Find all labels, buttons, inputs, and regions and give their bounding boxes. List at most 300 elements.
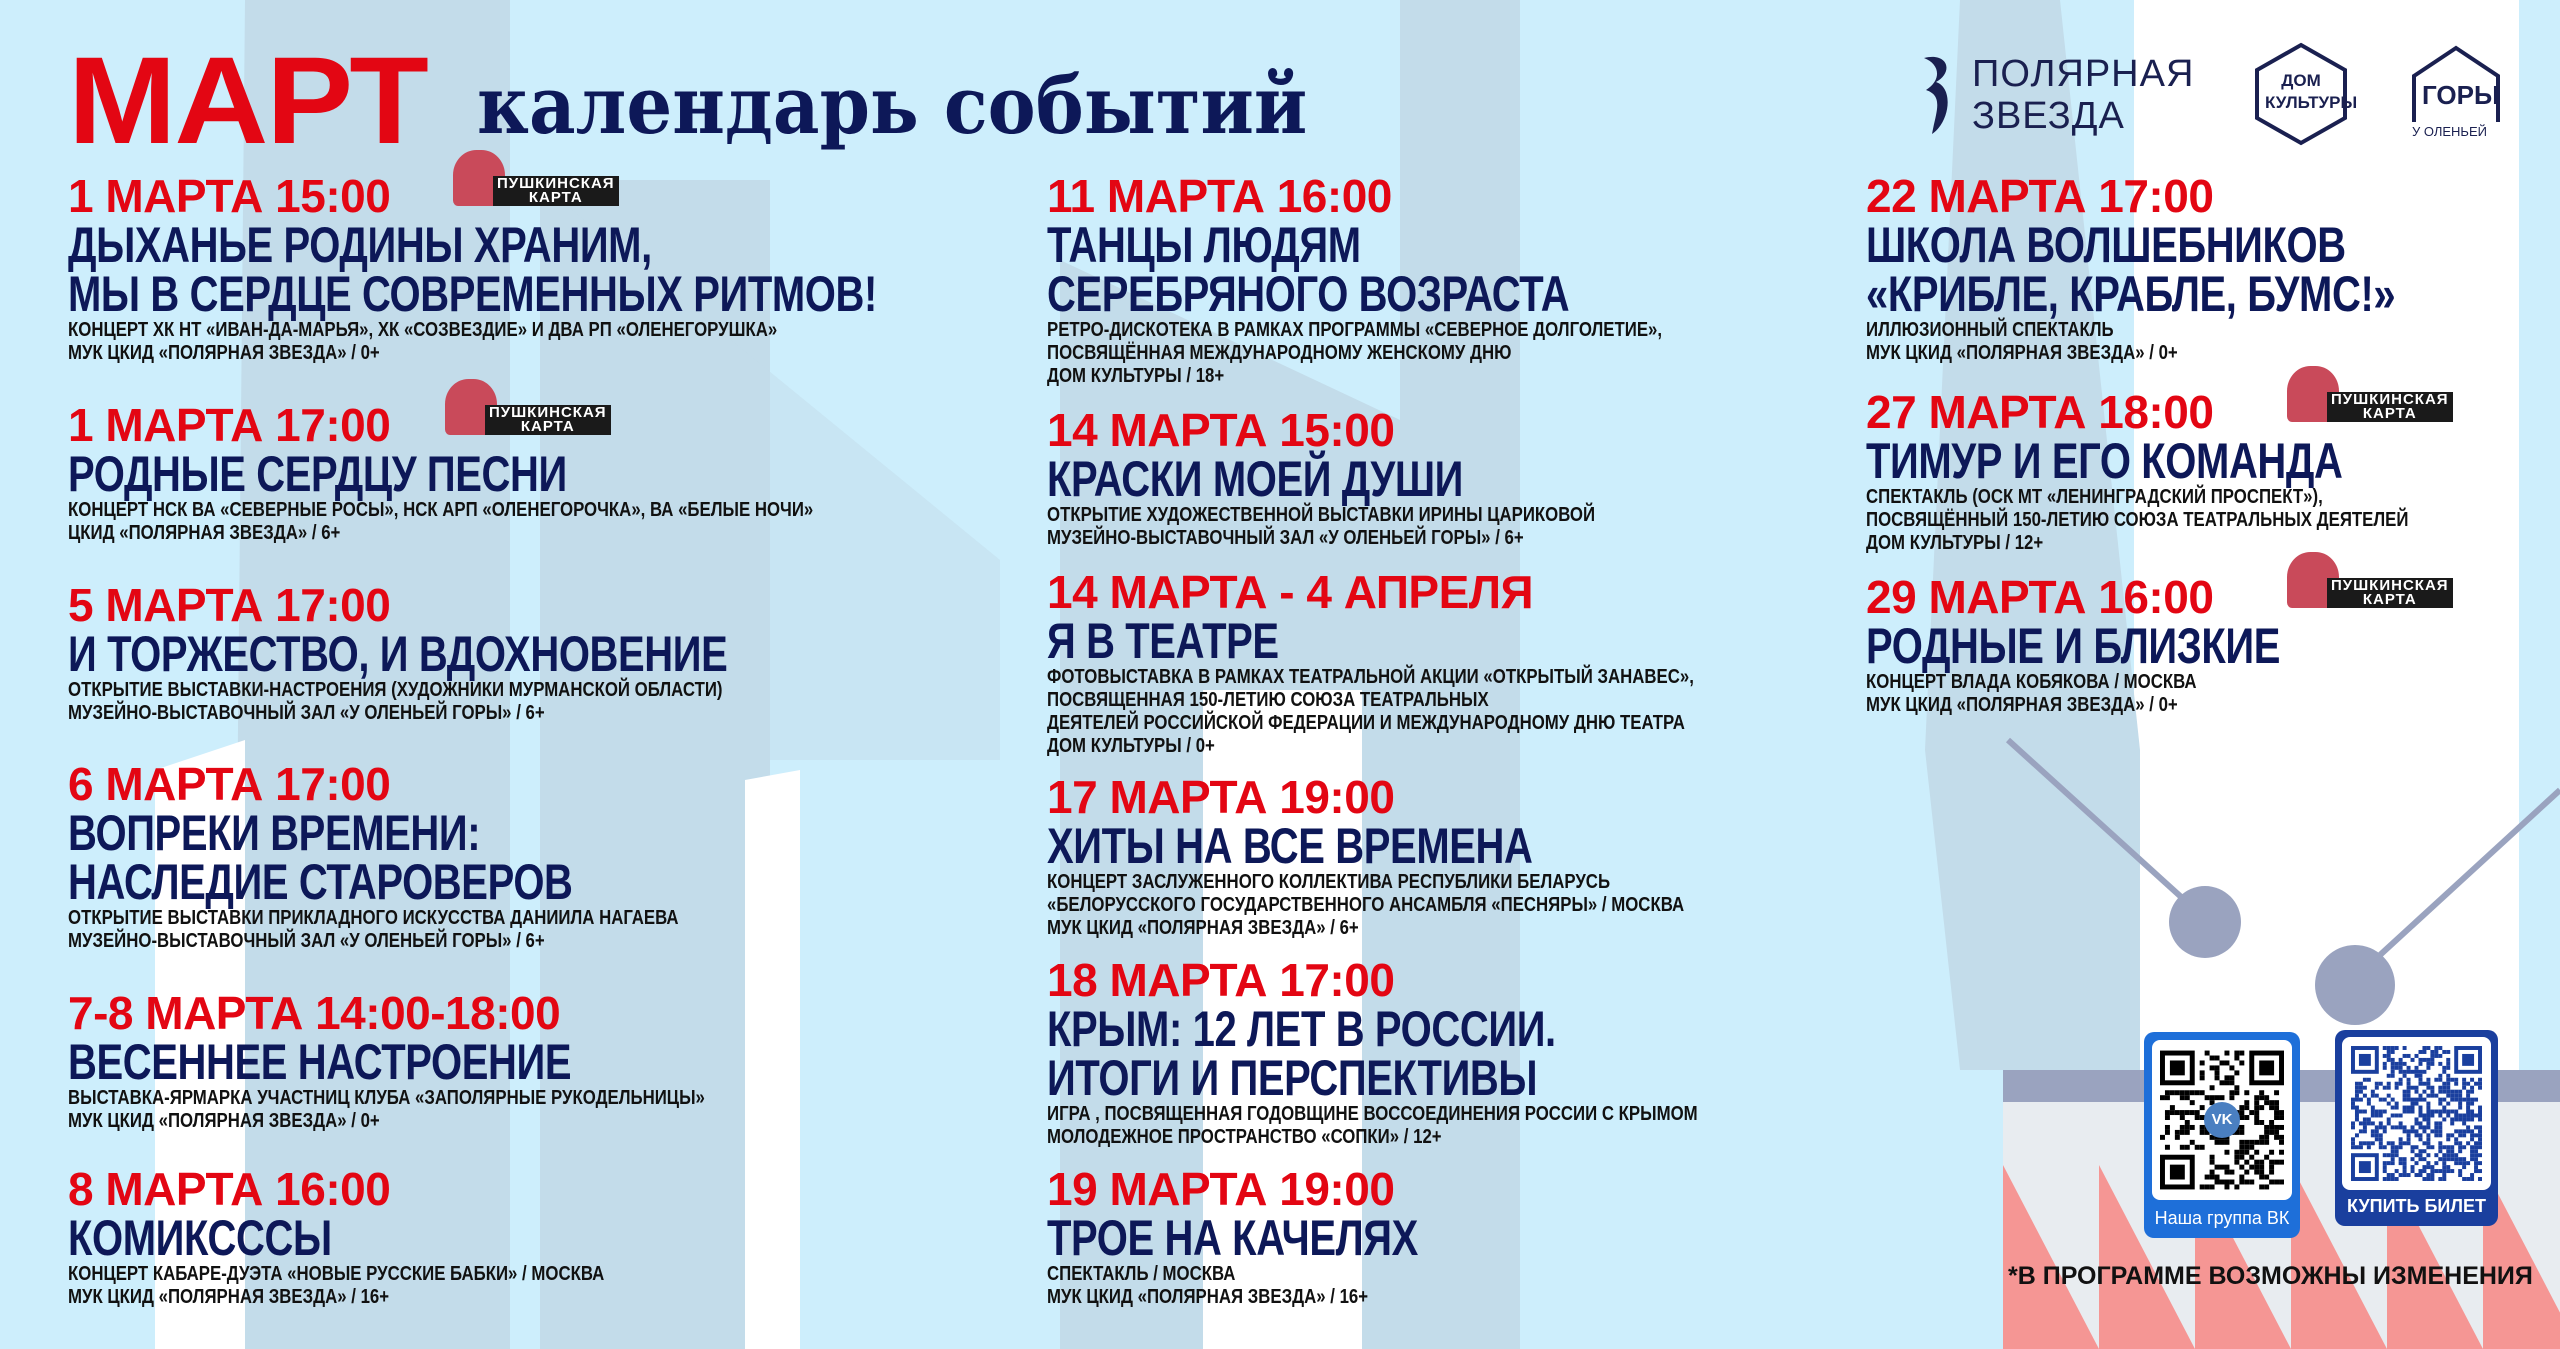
qr-module	[2446, 1050, 2450, 1054]
qr-module	[2458, 1161, 2462, 1165]
qr-module	[2474, 1098, 2478, 1102]
qr-module	[2438, 1177, 2442, 1181]
qr-module	[2224, 1150, 2229, 1155]
qr-module	[2430, 1177, 2434, 1181]
qr-module	[2454, 1129, 2458, 1133]
qr-module	[2379, 1137, 2383, 1141]
qr-module	[2355, 1114, 2359, 1118]
qr-module	[2442, 1082, 2446, 1086]
qr-module	[2442, 1157, 2446, 1161]
qr-module	[2254, 1115, 2259, 1120]
qr-module	[2430, 1129, 2434, 1133]
pushkin-card-line-1: ПУШКИНСКАЯ	[489, 404, 607, 421]
qr-module	[2375, 1086, 2379, 1090]
qr-module	[2438, 1133, 2442, 1137]
qr-module	[2407, 1137, 2411, 1141]
event-details: РЕТРО-ДИСКОТЕКА В РАМКАХ ПРОГРАММЫ «СЕВЕРНОЕ ДОЛГОЛЕТИЕ»,	[1047, 319, 1663, 341]
qr-module	[2426, 1133, 2430, 1137]
ticket-qr-code[interactable]	[2351, 1046, 2482, 1181]
qr-module	[2430, 1165, 2434, 1169]
qr-module	[2411, 1102, 2415, 1106]
qr-module	[2426, 1117, 2430, 1121]
qr-module	[2239, 1155, 2244, 1160]
qr-module	[2454, 1153, 2458, 1157]
qr-module	[2387, 1086, 2391, 1090]
qr-module	[2395, 1046, 2399, 1050]
qr-module	[2438, 1129, 2442, 1133]
qr-module	[2403, 1074, 2407, 1078]
month-title: МАРТ	[68, 32, 427, 170]
qr-module	[2418, 1070, 2422, 1074]
qr-module	[2195, 1110, 2200, 1115]
qr-module	[2422, 1177, 2426, 1181]
qr-module	[2458, 1141, 2462, 1145]
event-date: 5 МАРТА 17:00	[68, 579, 391, 631]
event-title: ВОПРЕКИ ВРЕМЕНИ:	[68, 805, 481, 861]
qr-module	[2387, 1074, 2391, 1078]
qr-module	[2375, 1094, 2379, 1098]
qr-module	[2407, 1106, 2411, 1110]
qr-module	[2254, 1100, 2259, 1105]
qr-module	[2422, 1129, 2426, 1133]
qr-module	[2446, 1114, 2450, 1118]
qr-module	[2407, 1070, 2411, 1074]
qr-module	[2200, 1060, 2205, 1065]
qr-module	[2458, 1157, 2462, 1161]
qr-module	[2426, 1114, 2430, 1118]
qr-module	[2359, 1121, 2363, 1125]
dom-kultury-text: ДОМ КУЛЬТУРЫ	[2265, 71, 2358, 112]
qr-module	[2195, 1115, 2200, 1120]
qr-module	[2190, 1110, 2195, 1115]
qr-module	[2239, 1175, 2244, 1180]
qr-module	[2450, 1145, 2454, 1149]
qr-module	[2478, 1177, 2482, 1181]
qr-module	[2418, 1137, 2422, 1141]
qr-module	[2470, 1110, 2474, 1114]
calendar-subtitle: календарь событий	[477, 58, 1308, 152]
program-change-note: *В ПРОГРАММЕ ВОЗМОЖНЫ ИЗМЕНЕНИЯ	[2008, 1262, 2533, 1290]
qr-module	[2195, 1145, 2200, 1150]
qr-module	[2175, 1130, 2180, 1135]
event-title: ТРОЕ НА КАЧЕЛЯХ	[1047, 1210, 1418, 1266]
qr-module	[2383, 1098, 2387, 1102]
qr-module	[2470, 1173, 2474, 1177]
qr-finder	[2359, 1054, 2371, 1066]
qr-module	[2403, 1169, 2407, 1173]
qr-module	[2264, 1100, 2269, 1105]
qr-module	[2371, 1121, 2375, 1125]
qr-module	[2190, 1100, 2195, 1105]
qr-module	[2466, 1102, 2470, 1106]
qr-module	[2478, 1145, 2482, 1149]
event-details: КОНЦЕРТ ХК НТ «ИВАН-ДА-МАРЬЯ», ХК «СОЗВЕЗДИЕ» И ДВА РП «ОЛЕНЕГОРУШКА»	[68, 319, 778, 341]
pushkin-card-line-1: ПУШКИНСКАЯ	[2331, 391, 2449, 408]
qr-module	[2224, 1180, 2229, 1185]
qr-module	[2466, 1094, 2470, 1098]
qr-module	[2239, 1125, 2244, 1130]
qr-module	[2430, 1086, 2434, 1090]
qr-module	[2422, 1125, 2426, 1129]
event-title: НАСЛЕДИЕ СТАРОВЕРОВ	[68, 854, 573, 910]
qr-module	[2200, 1075, 2205, 1080]
qr-module	[2466, 1125, 2470, 1129]
qr-module	[2229, 1080, 2234, 1085]
qr-module	[2422, 1114, 2426, 1118]
qr-module	[2399, 1141, 2403, 1145]
qr-module	[2359, 1129, 2363, 1133]
qr-module	[2371, 1094, 2375, 1098]
qr-module	[2470, 1114, 2474, 1118]
qr-module	[2403, 1157, 2407, 1161]
buy-ticket-qr-card[interactable]	[2335, 1030, 2498, 1226]
qr-module	[2391, 1157, 2395, 1161]
qr-module	[2458, 1169, 2462, 1173]
qr-module	[2259, 1135, 2264, 1140]
event-details: КОНЦЕРТ КАБАРЕ-ДУЭТА «НОВЫЕ РУССКИЕ БАБКИ» / МОСКВА	[68, 1263, 605, 1285]
gory-subtext: У ОЛЕНЬЕЙ	[2412, 124, 2487, 139]
event-details: ЦКИД «ПОЛЯРНАЯ ЗВЕЗДА» / 6+	[68, 522, 341, 544]
qr-module	[2430, 1050, 2434, 1054]
qr-module	[2239, 1060, 2244, 1065]
qr-module	[2200, 1090, 2205, 1095]
qr-module	[2269, 1170, 2274, 1175]
qr-module	[2418, 1078, 2422, 1082]
qr-module	[2363, 1110, 2367, 1114]
qr-module	[2234, 1155, 2239, 1160]
qr-module	[2426, 1110, 2430, 1114]
event-title: МЫ В СЕРДЦЕ СОВРЕМЕННЫХ РИТМОВ!	[68, 266, 877, 322]
qr-module	[2274, 1115, 2279, 1120]
pushkin-card-label	[2327, 578, 2453, 608]
qr-module	[2430, 1062, 2434, 1066]
qr-module	[2229, 1170, 2234, 1175]
qr-module	[2383, 1125, 2387, 1129]
qr-module	[2259, 1120, 2264, 1125]
qr-module	[2430, 1094, 2434, 1098]
qr-module	[2200, 1105, 2205, 1110]
qr-module	[2379, 1133, 2383, 1137]
qr-module	[2355, 1086, 2359, 1090]
qr-module	[2351, 1137, 2355, 1141]
qr-module	[2399, 1066, 2403, 1070]
qr-module	[2446, 1157, 2450, 1161]
qr-module	[2434, 1121, 2438, 1125]
qr-module	[2407, 1141, 2411, 1145]
qr-module	[2474, 1133, 2478, 1137]
qr-module	[2470, 1129, 2474, 1133]
qr-module	[2438, 1098, 2442, 1102]
qr-module	[2446, 1066, 2450, 1070]
dom-kultury-logo	[2253, 42, 2358, 146]
qr-module	[2403, 1054, 2407, 1058]
qr-module	[2470, 1078, 2474, 1082]
qr-module	[2418, 1121, 2422, 1125]
qr-module	[2355, 1090, 2359, 1094]
qr-finder	[2462, 1054, 2474, 1066]
qr-module	[2454, 1110, 2458, 1114]
qr-module	[2244, 1145, 2249, 1150]
qr-module	[2474, 1125, 2478, 1129]
qr-module	[2411, 1098, 2415, 1102]
qr-module	[2190, 1090, 2195, 1095]
event-date: 22 МАРТА 17:00	[1866, 170, 2214, 222]
qr-module	[2234, 1160, 2239, 1165]
qr-module	[2415, 1161, 2419, 1165]
qr-module	[2165, 1125, 2170, 1130]
qr-module	[2190, 1125, 2195, 1130]
qr-module	[2274, 1110, 2279, 1115]
qr-module	[2224, 1060, 2229, 1065]
event-details: МУК ЦКИД «ПОЛЯРНАЯ ЗВЕЗДА» / 0+	[1866, 342, 2178, 364]
event-date: 1 МАРТА 15:00	[68, 170, 391, 222]
qr-module	[2264, 1140, 2269, 1145]
qr-module	[2190, 1140, 2195, 1145]
pushkin-card-label	[493, 176, 619, 206]
qr-module	[2415, 1173, 2419, 1177]
qr-module	[2430, 1145, 2434, 1149]
qr-module	[2415, 1145, 2419, 1149]
event-title: КОМИКСССЫ	[68, 1210, 332, 1266]
qr-module	[2160, 1095, 2165, 1100]
qr-module	[2274, 1135, 2279, 1140]
qr-module	[2442, 1165, 2446, 1169]
event-item	[1047, 772, 1805, 940]
qr-module	[2383, 1110, 2387, 1114]
event-date: 11 МАРТА 16:00	[1047, 170, 1392, 222]
event-details: СПЕКТАКЛЬ / МОСКВА	[1047, 1263, 1236, 1285]
qr-module	[2470, 1098, 2474, 1102]
qr-module	[2415, 1098, 2419, 1102]
qr-module	[2363, 1141, 2367, 1145]
qr-module	[2387, 1050, 2391, 1054]
event-details: СПЕКТАКЛЬ (ОСК МТ «ЛЕНИНГРАДСКИЙ ПРОСПЕКТ»),	[1866, 486, 2323, 508]
qr-module	[2375, 1133, 2379, 1137]
qr-module	[2478, 1125, 2482, 1129]
qr-module	[2399, 1070, 2403, 1074]
qr-module	[2359, 1086, 2363, 1090]
event-details: МУК ЦКИД «ПОЛЯРНАЯ ЗВЕЗДА» / 0+	[1866, 694, 2178, 716]
qr-module	[2367, 1117, 2371, 1121]
qr-module	[2418, 1082, 2422, 1086]
qr-module	[2403, 1110, 2407, 1114]
qr-module	[2438, 1125, 2442, 1129]
event-details: ВЫСТАВКА-ЯРМАРКА УЧАСТНИЦ КЛУБА «ЗАПОЛЯРНЫЕ РУКОДЕЛЬНИЦЫ»	[68, 1087, 705, 1109]
event-details: МУК ЦКИД «ПОЛЯРНАЯ ЗВЕЗДА» / 0+	[68, 1110, 380, 1132]
qr-module	[2259, 1184, 2264, 1189]
qr-module	[2279, 1160, 2284, 1165]
qr-module	[2438, 1141, 2442, 1145]
qr-module	[2249, 1145, 2254, 1150]
qr-module	[2426, 1141, 2430, 1145]
qr-module	[2403, 1173, 2407, 1177]
qr-module	[2379, 1110, 2383, 1114]
qr-module	[2442, 1145, 2446, 1149]
qr-module	[2351, 1121, 2355, 1125]
qr-module	[2418, 1098, 2422, 1102]
qr-module	[2229, 1065, 2234, 1070]
qr-module	[2478, 1106, 2482, 1110]
qr-module	[2474, 1082, 2478, 1086]
qr-module	[2422, 1149, 2426, 1153]
qr-module	[2438, 1086, 2442, 1090]
qr-module	[2259, 1170, 2264, 1175]
qr-module	[2422, 1050, 2426, 1054]
qr-module	[2422, 1169, 2426, 1173]
qr-module	[2371, 1129, 2375, 1133]
gory-logo	[2408, 44, 2504, 144]
qr-module	[2478, 1133, 2482, 1137]
qr-module	[2442, 1066, 2446, 1070]
qr-module	[2185, 1120, 2190, 1125]
qr-module	[2180, 1125, 2185, 1130]
qr-module	[2466, 1082, 2470, 1086]
qr-module	[2229, 1075, 2234, 1080]
polar-star-emblem-icon	[1914, 52, 1958, 138]
qr-module	[2254, 1120, 2259, 1125]
qr-module	[2470, 1117, 2474, 1121]
qr-module	[2351, 1125, 2355, 1129]
qr-module	[2442, 1161, 2446, 1165]
qr-module	[2411, 1157, 2415, 1161]
qr-module	[2426, 1046, 2430, 1050]
event-details: МУЗЕЙНО-ВЫСТАВОЧНЫЙ ЗАЛ «У ОЛЕНЬЕЙ ГОРЫ» / 6+	[1047, 527, 1524, 549]
qr-module	[2458, 1106, 2462, 1110]
qr-module	[2478, 1141, 2482, 1145]
pushkin-card-badge	[441, 379, 641, 435]
qr-module	[2224, 1140, 2229, 1145]
qr-module	[2254, 1165, 2259, 1170]
qr-module	[2215, 1140, 2220, 1145]
qr-module	[2418, 1094, 2422, 1098]
qr-module	[2210, 1170, 2215, 1175]
qr-module	[2359, 1082, 2363, 1086]
qr-module	[2371, 1090, 2375, 1094]
qr-module	[2422, 1070, 2426, 1074]
qr-module	[2415, 1102, 2419, 1106]
qr-module	[2438, 1062, 2442, 1066]
qr-module	[2395, 1169, 2399, 1173]
qr-module	[2165, 1145, 2170, 1150]
event-details: ДОМ КУЛЬТУРЫ / 18+	[1047, 365, 1225, 387]
event-date: 6 МАРТА 17:00	[68, 758, 391, 810]
event-details: ПОСВЯЩЕННАЯ 150-ЛЕТИЮ СОЮЗА ТЕАТРАЛЬНЫХ	[1047, 689, 1489, 711]
qr-module	[2185, 1130, 2190, 1135]
qr-module	[2454, 1094, 2458, 1098]
qr-module	[2375, 1114, 2379, 1118]
qr-module	[2399, 1161, 2403, 1165]
qr-module	[2442, 1153, 2446, 1157]
event-title: «КРИБЛЕ, КРАБЛЕ, БУМС!»	[1866, 266, 2396, 322]
qr-module	[2403, 1125, 2407, 1129]
qr-module	[2403, 1106, 2407, 1110]
qr-module	[2244, 1115, 2249, 1120]
vk-group-qr-card[interactable]	[2144, 1032, 2300, 1238]
qr-module	[2470, 1133, 2474, 1137]
qr-module	[2379, 1141, 2383, 1145]
qr-finder	[2259, 1060, 2274, 1075]
qr-module	[2279, 1140, 2284, 1145]
qr-module	[2244, 1160, 2249, 1165]
qr-module	[2279, 1125, 2284, 1130]
qr-module	[2403, 1141, 2407, 1145]
qr-module	[2426, 1058, 2430, 1062]
event-title: ХИТЫ НА ВСЕ ВРЕМЕНА	[1047, 818, 1533, 874]
qr-module	[2234, 1051, 2239, 1056]
qr-module	[2363, 1094, 2367, 1098]
qr-module	[2239, 1145, 2244, 1150]
qr-module	[2175, 1090, 2180, 1095]
event-details: ОТКРЫТИЕ ВЫСТАВКИ ПРИКЛАДНОГО ИСКУССТВА ДАНИИЛА НАГАЕВА	[68, 907, 679, 929]
qr-module	[2371, 1106, 2375, 1110]
qr-module	[2359, 1141, 2363, 1145]
qr-module	[2466, 1129, 2470, 1133]
qr-module	[2249, 1165, 2254, 1170]
qr-module	[2239, 1180, 2244, 1185]
qr-module	[2446, 1137, 2450, 1141]
event-item	[68, 1164, 706, 1309]
qr-module	[2450, 1094, 2454, 1098]
qr-module	[2426, 1165, 2430, 1169]
event-title: РОДНЫЕ И БЛИЗКИЕ	[1866, 618, 2281, 674]
pushkin-card-badge	[2283, 552, 2483, 608]
qr-module	[2269, 1165, 2274, 1170]
qr-module	[2224, 1075, 2229, 1080]
event-item	[68, 988, 826, 1133]
qr-module	[2415, 1070, 2419, 1074]
qr-module	[2367, 1141, 2371, 1145]
qr-module	[2450, 1157, 2454, 1161]
qr-module	[2430, 1169, 2434, 1173]
qr-module	[2254, 1150, 2259, 1155]
qr-module	[2359, 1110, 2363, 1114]
qr-module	[2450, 1133, 2454, 1137]
qr-module	[2185, 1145, 2190, 1150]
qr-module	[2254, 1160, 2259, 1165]
qr-module	[2399, 1121, 2403, 1125]
qr-module	[2254, 1140, 2259, 1145]
qr-module	[2458, 1145, 2462, 1149]
qr-module	[2391, 1050, 2395, 1054]
qr-module	[2403, 1161, 2407, 1165]
event-details: ДЕЯТЕЛЕЙ РОССИЙСКОЙ ФЕДЕРАЦИИ И МЕЖДУНАРОДНОМУ ДНЮ ТЕАТРА	[1047, 712, 1685, 734]
qr-module	[2249, 1180, 2254, 1185]
qr-module	[2403, 1046, 2407, 1050]
qr-module	[2210, 1085, 2215, 1090]
pushkin-card-line-2: КАРТА	[528, 189, 583, 206]
qr-module	[2446, 1145, 2450, 1149]
qr-module	[2215, 1095, 2220, 1100]
qr-module	[2474, 1165, 2478, 1169]
qr-module	[2391, 1149, 2395, 1153]
qr-module	[2454, 1161, 2458, 1165]
qr-module	[2466, 1110, 2470, 1114]
qr-module	[2422, 1082, 2426, 1086]
qr-module	[2411, 1165, 2415, 1169]
qr-module	[2399, 1145, 2403, 1149]
qr-module	[2185, 1095, 2190, 1100]
qr-module	[2239, 1140, 2244, 1145]
qr-module	[2375, 1137, 2379, 1141]
qr-module	[2407, 1090, 2411, 1094]
qr-module	[2395, 1149, 2399, 1153]
event-details: КОНЦЕРТ НСК ВА «СЕВЕРНЫЕ РОСЫ», НСК АРП «ОЛЕНЕГОРОЧКА», ВА «БЕЛЫЕ НОЧИ»	[68, 499, 814, 521]
qr-module	[2399, 1114, 2403, 1118]
qr-module	[2220, 1060, 2225, 1065]
qr-module	[2180, 1145, 2185, 1150]
qr-module	[2383, 1062, 2387, 1066]
qr-module	[2411, 1106, 2415, 1110]
